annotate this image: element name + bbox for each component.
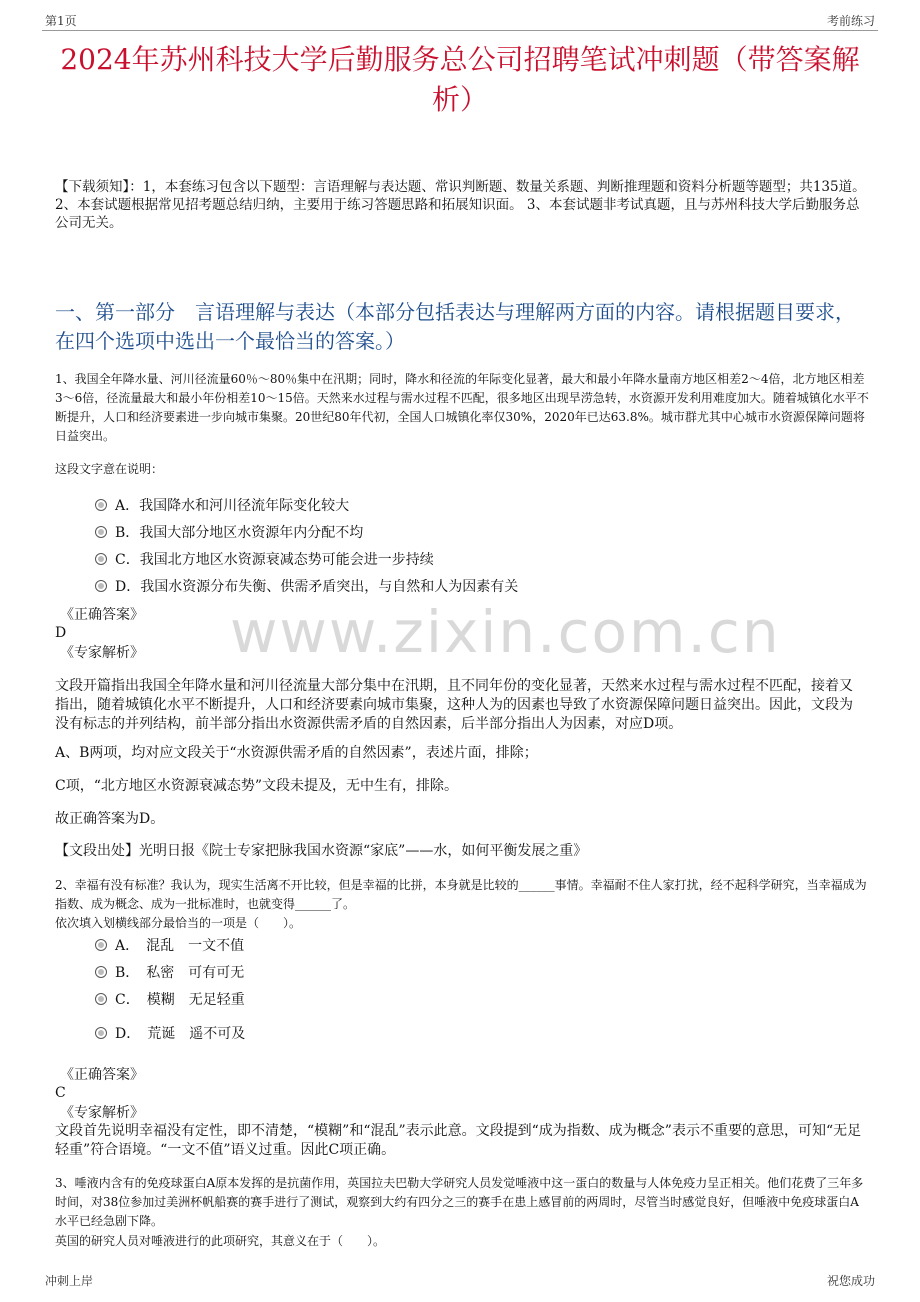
- radio-icon[interactable]: [95, 1027, 107, 1039]
- option-label: D． 荒诞 遥不可及: [115, 1026, 246, 1042]
- radio-icon[interactable]: [95, 499, 107, 511]
- question-2-prompt: 依次填入划横线部分最恰当的一项是（ ）。: [55, 916, 302, 930]
- q1-analysis-paragraph: C项，“北方地区水资源衰减态势”文段未提及，无中生有，排除。: [55, 778, 459, 794]
- radio-icon[interactable]: [95, 939, 107, 951]
- q1-source: 【文段出处】光明日报《院士专家把脉我国水资源“家底”——水，如何平衡发展之重》: [55, 843, 588, 859]
- option-label: C．我国北方地区水资源衰减态势可能会进一步持续: [115, 552, 434, 568]
- section-title: 一、第一部分 言语理解与表达（本部分包括表达与理解两方面的内容。请根据题目要求，在四个选项中选出一个最恰当的答案。）: [55, 300, 855, 353]
- q2-option-d[interactable]: [95, 1024, 245, 1044]
- q1-option-a[interactable]: [95, 496, 349, 516]
- question-1-stem: 1、我国全年降水量、河川径流量60％～80％集中在汛期；同时，降水和径流的年际变化显著，最大和最小年降水量南方地区相差2～4倍，北方地区相差3～6倍，径流量最大和最小年份相差10～15倍。天然来水过程与需水过程不匹配，很多地区出现旱涝急转，水资源开发利用难度加大。随着城镇化水平不断提升，人口和经济要素进一步向城市集聚。20世纪80年代初，全国人口城镇化率仅30%，2020年已达63.8%。城市群尤其中心城市水资源保障问题将日益突出。: [55, 372, 869, 443]
- question-1-prompt: 这段文字意在说明：: [55, 462, 164, 476]
- q1-option-d[interactable]: [95, 577, 518, 597]
- radio-icon[interactable]: [95, 993, 107, 1005]
- radio-icon[interactable]: [95, 966, 107, 978]
- footer-right: 祝您成功: [826, 1274, 875, 1288]
- q2-answer-label: 《正确答案》: [60, 1067, 144, 1083]
- page-number: 第1页: [45, 14, 77, 28]
- header-divider: [42, 30, 878, 31]
- q1-analysis-label: 《专家解析》: [60, 645, 144, 661]
- page-title: 2024年苏州科技大学后勤服务总公司招聘笔试冲刺题（带答案解析）: [60, 43, 860, 116]
- watermark: www.zixin.com.cn: [230, 598, 781, 666]
- q1-analysis-paragraph: 文段开篇指出我国全年降水量和河川径流量大部分集中在汛期，且不同年份的变化显著，天然来水过程与需水过程不匹配，接着又指出，随着城镇化水平不断提升，人口和经济要素向城市集聚，这种人为的因素也导致了水资源保障问题日益突出。因此，文段为没有标志的并列结构，前半部分指出水资源供需矛盾的自然因素，后半部分指出人为因素，对应D项。: [55, 678, 853, 732]
- download-notice: 【下载须知】：1，本套练习包含以下题型：言语理解与表达题、常识判断题、数量关系题、判断推理题和资料分析题等题型；共135道。 2、本套试题根据常见招考题总结归纳，主要用于练习答题思路和拓展知识面。 3、本套试题非考试真题，且与苏州科技大学后勤服务总公司无关。: [55, 179, 866, 231]
- q1-answer: D: [55, 625, 67, 641]
- q2-answer: C: [55, 1085, 66, 1101]
- radio-icon[interactable]: [95, 580, 107, 592]
- radio-icon[interactable]: [95, 553, 107, 565]
- option-label: B． 私密 可有可无: [115, 965, 245, 981]
- q2-option-b[interactable]: [95, 963, 244, 983]
- question-3-prompt: 英国的研究人员对唾液进行的此项研究，其意义在于（ ）。: [55, 1234, 386, 1248]
- radio-icon[interactable]: [95, 526, 107, 538]
- q2-option-c[interactable]: [95, 990, 245, 1010]
- option-label: B．我国大部分地区水资源年内分配不均: [115, 525, 364, 541]
- q1-analysis-paragraph: A、B两项，均对应文段关于“水资源供需矛盾的自然因素”，表述片面，排除；: [55, 745, 538, 761]
- q1-analysis-paragraph: 故正确答案为D。: [55, 811, 165, 827]
- header-tag: 考前练习: [826, 14, 875, 28]
- q1-option-c[interactable]: [95, 550, 434, 570]
- q2-analysis-label: 《专家解析》: [60, 1105, 144, 1121]
- q2-option-a[interactable]: [95, 936, 244, 956]
- q1-answer-label: 《正确答案》: [60, 607, 144, 623]
- question-2-stem: 2、幸福有没有标准？我认为，现实生活离不开比较，但是幸福的比拼，本身就是比较的______事情。幸福耐不住人家打扰，经不起科学研究，当幸福成为指数、成为概念、成为一批标准时，也就变得______了。: [55, 878, 867, 911]
- option-label: C． 模糊 无足轻重: [115, 992, 245, 1008]
- option-label: A．我国降水和河川径流年际变化较大: [115, 498, 350, 514]
- footer-left: 冲刺上岸: [45, 1274, 94, 1288]
- q1-option-b[interactable]: [95, 523, 363, 543]
- question-3-stem: 3、唾液内含有的免疫球蛋白A原本发挥的是抗菌作用，英国拉夫巴勒大学研究人员发觉唾液中这一蛋白的数量与人体免疫力呈正相关。他们花费了三年多时间，对38位参加过美洲杯帆船赛的赛手进行了测试，观察到大约有四分之三的赛手在患上感冒前的两周时，尽管当时感觉良好，但唾液中免疫球蛋白A水平已经急剧下降。: [55, 1176, 864, 1228]
- q2-analysis: 文段首先说明幸福没有定性，即不清楚，“模糊”和“混乱”表示此意。文段提到“成为指数、成为概念”表示不重要的意思，可知“无足轻重”符合语境。“一文不值”语义过重。因此C项正确。: [55, 1123, 862, 1158]
- option-label: D．我国水资源分布失衡、供需矛盾突出，与自然和人为因素有关: [115, 579, 519, 595]
- option-label: A． 混乱 一文不值: [115, 938, 245, 954]
